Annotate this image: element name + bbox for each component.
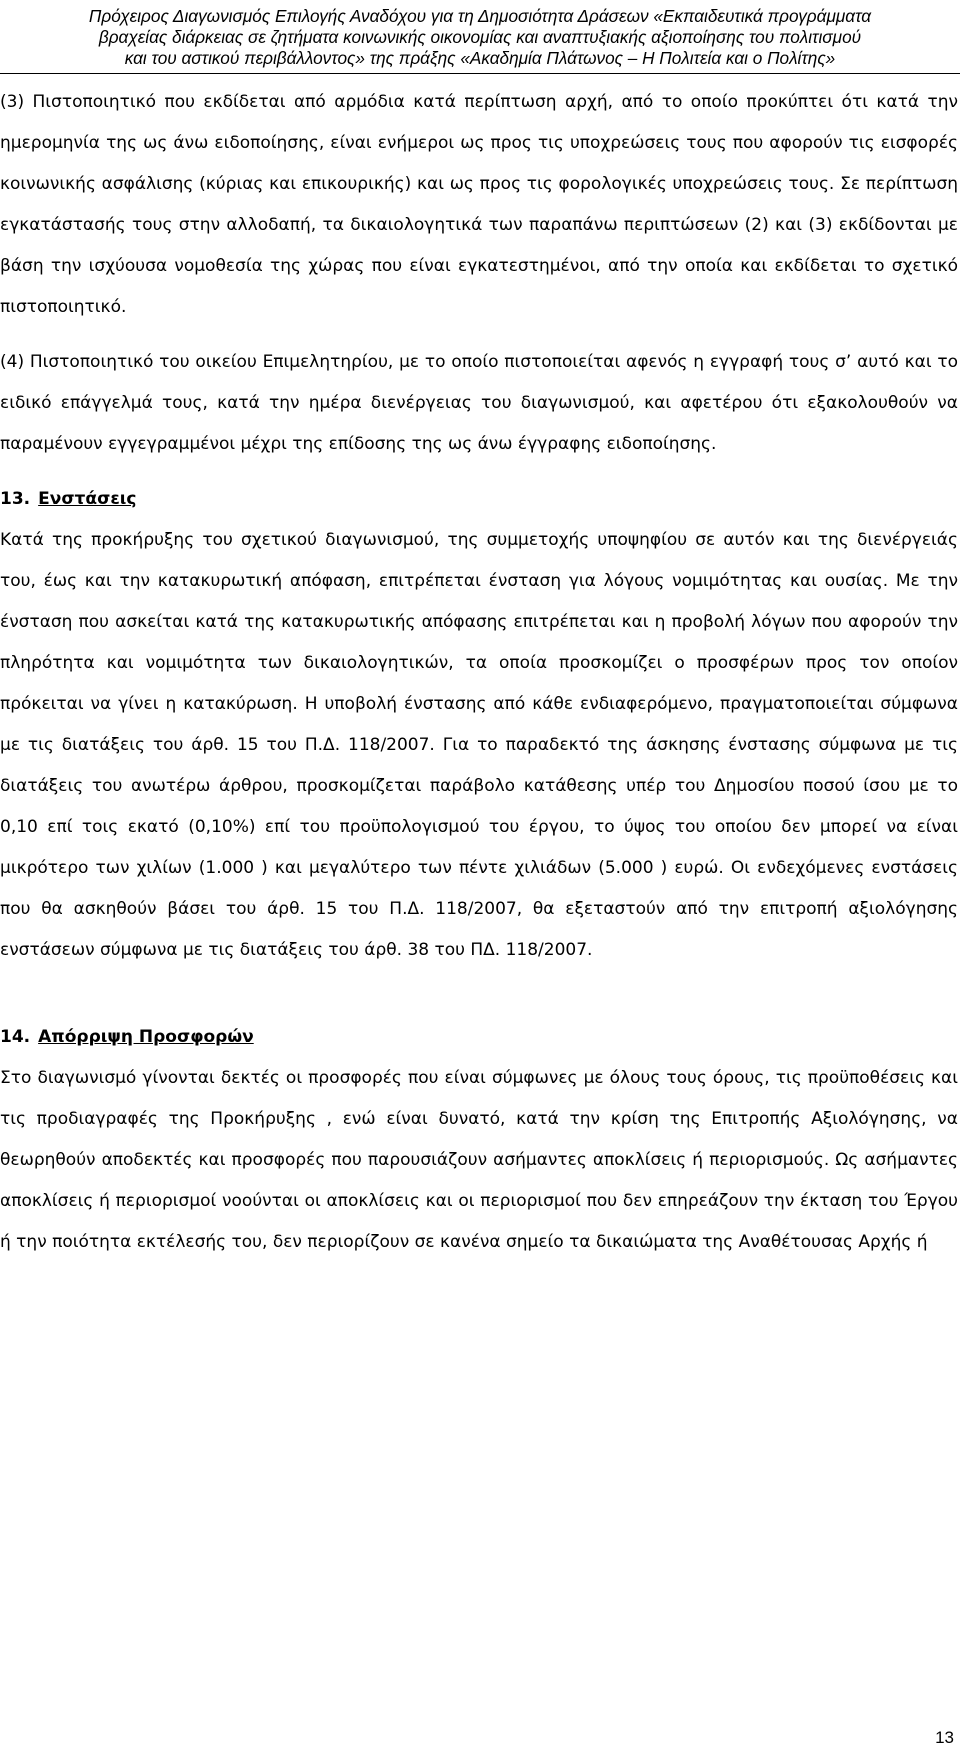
header-divider	[0, 73, 960, 74]
page-number: 13	[935, 1728, 954, 1747]
section-13-title: Ενστάσεις	[38, 489, 137, 509]
header-line-3: και του αστικού περιβάλλοντος» της πράξης «Ακαδημία Πλάτωνος – Η Πολιτεία και ο Πολίτης»	[124, 48, 836, 68]
spacer	[0, 971, 958, 1017]
section-13-heading	[0, 479, 958, 520]
paragraph-4: (4) Πιστοποιητικό του οικείου Επιμελητηρίου, με το οποίο πιστοποιείται αφενός η εγγραφή τους σ’ αυτό και το ειδικό επάγγελμά τους, κατά την ημέρα διενέργειας του διαγωνισμού, και αφετέρου ότι εξακολουθούν να παραμένουν εγγεγραμμένοι μέχρι της επίδοσης της ως άνω έγγραφης ειδοποίησης.	[0, 352, 958, 454]
document-body	[0, 82, 958, 1263]
spacer	[0, 328, 958, 342]
section-14-number: 14.	[0, 1027, 31, 1047]
paragraph-3: (3) Πιστοποιητικό που εκδίδεται από αρμόδια κατά περίπτωση αρχή, από το οποίο προκύπτει ότι κατά την ημερομηνία της ως άνω ειδοποίησης, είναι ενήμεροι ως προς τις υποχρεώσεις τους που αφορούν τις εισφορές κοινωνικής ασφάλισης (κύριας και επικουρικής) και ως προς τις φορολογικές υποχρεώσεις τους. Σε περίπτωση εγκατάστασής τους στην αλλοδαπή, τα δικαιολογητικά των παραπάνω περιπτώσεων (2) και (3) εκδίδονται με βάση την ισχύουσα νομοθεσία της χώρας που είναι εγκατεστημένοι, από την οποία και εκδίδεται το σχετικό πιστοποιητικό.	[0, 92, 958, 317]
section-14-text: Στο διαγωνισμό γίνονται δεκτές οι προσφορές που είναι σύμφωνες με όλους τους όρους, τις προϋποθέσεις και τις προδιαγραφές της Προκήρυξης , ενώ είναι δυνατό, κατά την κρίση της Επιτροπής Αξιολόγησης, να θεωρηθούν αποδεκτές και προσφορές που παρουσιάζουν ασήμαντες αποκλίσεις ή περιορισμούς. Ως ασήμαντες αποκλίσεις ή περιορισμοί νοούνται οι αποκλίσεις και οι περιορισμοί που δεν επηρεάζουν την έκταση του Έργου ή την ποιότητα εκτέλεσής του, δεν περιορίζουν σε κανένα σημείο τα δικαιώματα της Αναθέτουσας Αρχής ή	[0, 1068, 958, 1252]
spacer	[0, 465, 958, 479]
section-13-text: Κατά της προκήρυξης του σχετικού διαγωνισμού, της συμμετοχής υποψηφίου σε αυτόν και της διενέργειάς του, έως και την κατακυρωτική απόφαση, επιτρέπεται ένσταση για λόγους νομιμότητας και ουσίας. Με την ένσταση που ασκείται κατά της κατακυρωτικής απόφασης επιτρέπεται και η προβολή λόγων που αφορούν την πληρότητα και νομιμότητα των δικαιολογητικών, τα οποία προσκομίζει ο προσφέρων προς τον οποίον πρόκειται να γίνει η κατακύρωση. Η υποβολή ένστασης από κάθε ενδιαφερόμενο, πραγματοποιείται σύμφωνα με τις διατάξεις του άρθ. 15 του Π.Δ. 118/2007. Για το παραδεκτό της άσκησης ένστασης σύμφωνα με τις διατάξεις του ανωτέρω άρθρου, προσκομίζεται παράβολο κατάθεσης υπέρ του Δημοσίου ποσού ίσου με το 0,10 επί τοις εκατό (0,10%) επί του προϋπολογισμού του έργου, το ύψος του οποίου δεν μπορεί να είναι μικρότερο των χιλίων (1.000 ) και μεγαλύτερο των πέντε χιλιάδων (5.000 ) ευρώ. Οι ενδεχόμενες ενστάσεις που θα ασκηθούν βάσει του άρθ. 15 του Π.Δ. 118/2007, θα εξεταστούν από την επιτροπή αξιολόγησης ενστάσεων σύμφωνα με τις διατάξεις του άρθ. 38 του ΠΔ. 118/2007.	[0, 530, 958, 960]
header-line-2: βραχείας διάρκειας σε ζητήματα κοινωνικής οικονομίας και αναπτυξιακής αξιοποίησης του πολιτισμού	[98, 27, 862, 47]
page-header	[0, 0, 960, 69]
section-13-number: 13.	[0, 489, 31, 509]
section-14-heading	[0, 1017, 958, 1058]
section-14-title: Απόρριψη Προσφορών	[38, 1027, 254, 1047]
header-line-1: Πρόχειρος Διαγωνισμός Επιλογής Αναδόχου για τη Δημοσιότητα Δράσεων «Εκπαιδευτικά προγράμματα	[88, 6, 872, 26]
